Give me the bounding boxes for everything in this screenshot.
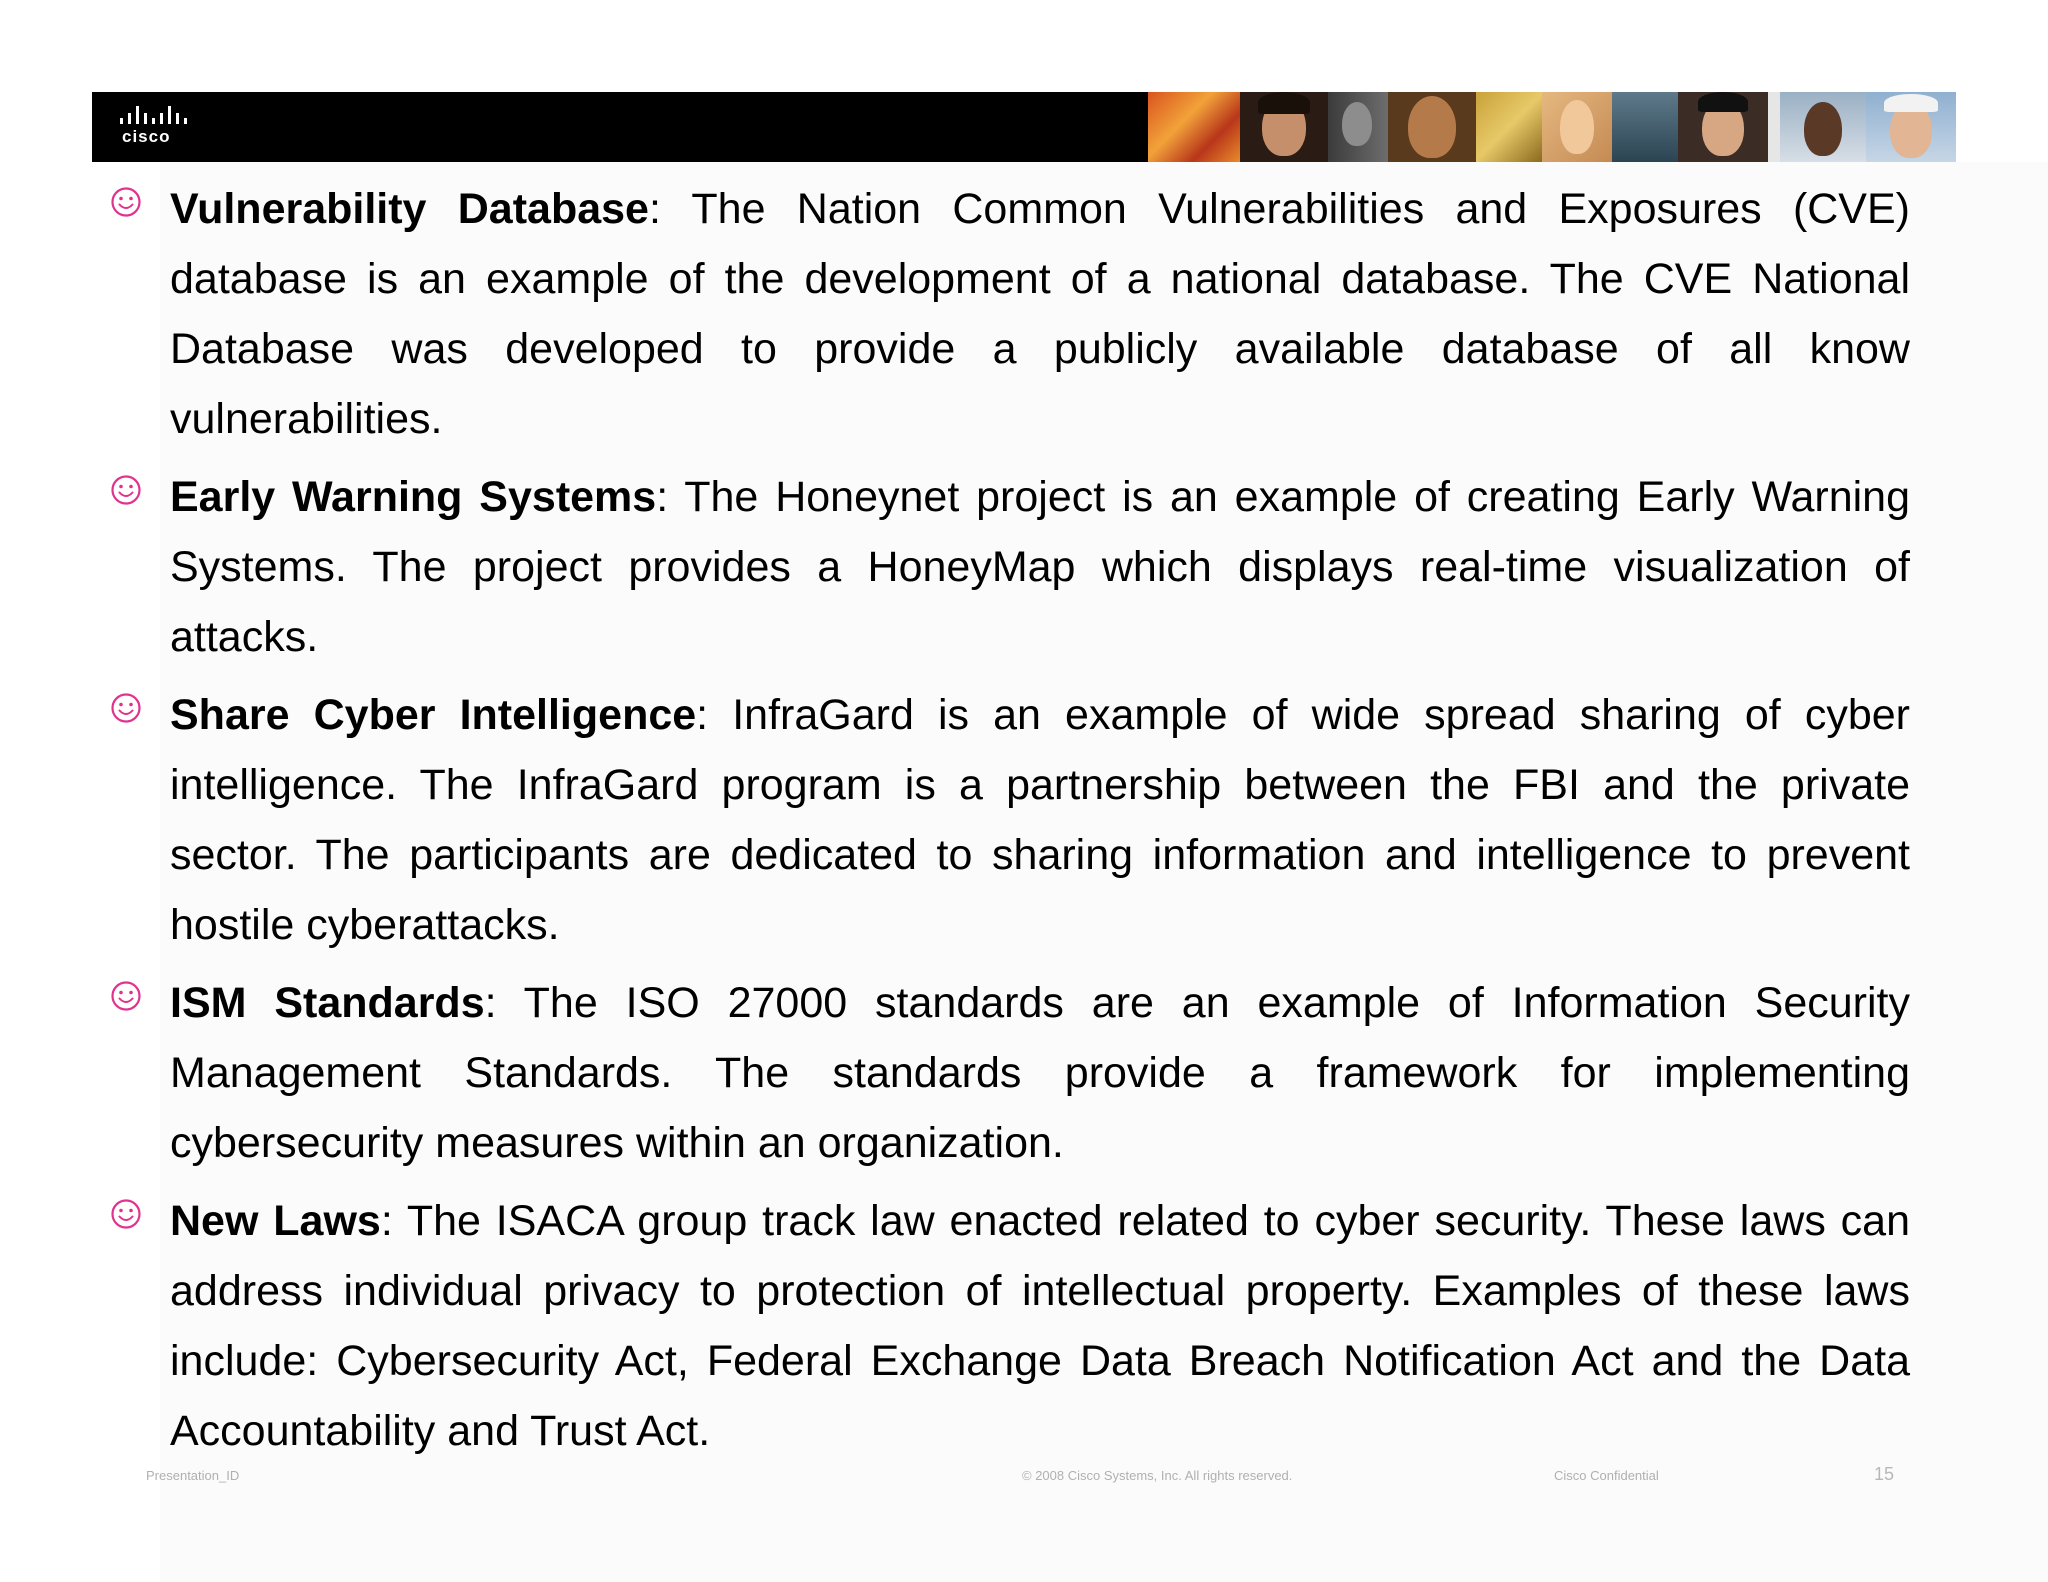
smiley-icon — [110, 692, 142, 724]
item-title: Early Warning Systems — [170, 473, 657, 521]
smiley-icon — [110, 1198, 142, 1230]
bullet-item-new-laws — [108, 1186, 1910, 1466]
bullet-item-ism-standards — [108, 968, 1910, 1178]
logo-bars — [120, 106, 210, 124]
header-bar — [92, 92, 1956, 162]
page-number: 15 — [1874, 1464, 1895, 1484]
item-text — [170, 174, 1910, 454]
people-photo-strip-icon — [1148, 92, 1956, 162]
item-body: : The ISO 27000 standards are an example of Information Security Management Standards. The standards provide a framework for implementing cybersecurity measures within an organization. — [170, 979, 1910, 1167]
footer-copyright: © 2008 Cisco Systems, Inc. All rights reserved. — [1022, 1468, 1293, 1483]
footer-presentation-id: Presentation_ID — [146, 1468, 240, 1483]
item-title: ISM Standards — [170, 979, 485, 1027]
cisco-bridge-logo-icon — [120, 106, 210, 150]
item-text — [170, 680, 1910, 960]
item-text — [170, 968, 1910, 1178]
item-body: : The Honeynet project is an example of creating Early Warning Systems. The project provides a HoneyMap which displays real-time visualization of attacks. — [170, 473, 1911, 661]
bullet-item-vulnerability-database — [108, 174, 1910, 454]
smiley-icon — [110, 980, 142, 1012]
item-text — [170, 1186, 1910, 1466]
item-body: : The Nation Common Vulnerabilities and Exposures (CVE) database is an example of the development of a national database. The CVE National Database was developed to provide a publicly available database of all know vulnerabilities. — [170, 185, 1910, 443]
item-text — [170, 462, 1910, 672]
item-title: Share Cyber Intelligence — [170, 691, 697, 739]
smiley-icon — [110, 474, 142, 506]
bullet-item-share-cyber-intelligence — [108, 680, 1910, 960]
item-title: Vulnerability Database — [170, 185, 649, 233]
item-body: : InfraGard is an example of wide spread sharing of cyber intelligence. The InfraGard program is a partnership between the FBI and the private sector. The participants are dedicated to sharing information and intelligence to prevent hostile cyberattacks. — [170, 691, 1911, 949]
footer-confidential: Cisco Confidential — [1554, 1468, 1659, 1483]
bullet-item-early-warning-systems — [108, 462, 1910, 672]
logo-text: cisco — [122, 127, 171, 146]
item-body: : The ISACA group track law enacted related to cyber security. These laws can address individual privacy to protection of intellectual property. Examples of these laws include: Cybersecurity Act, Federal Exchange Data Breach Notification Act and the Data Accountability and Trust Act. — [170, 1197, 1910, 1455]
smiley-icon — [110, 186, 142, 218]
slide-content — [108, 174, 1910, 1474]
item-title: New Laws — [170, 1197, 381, 1245]
